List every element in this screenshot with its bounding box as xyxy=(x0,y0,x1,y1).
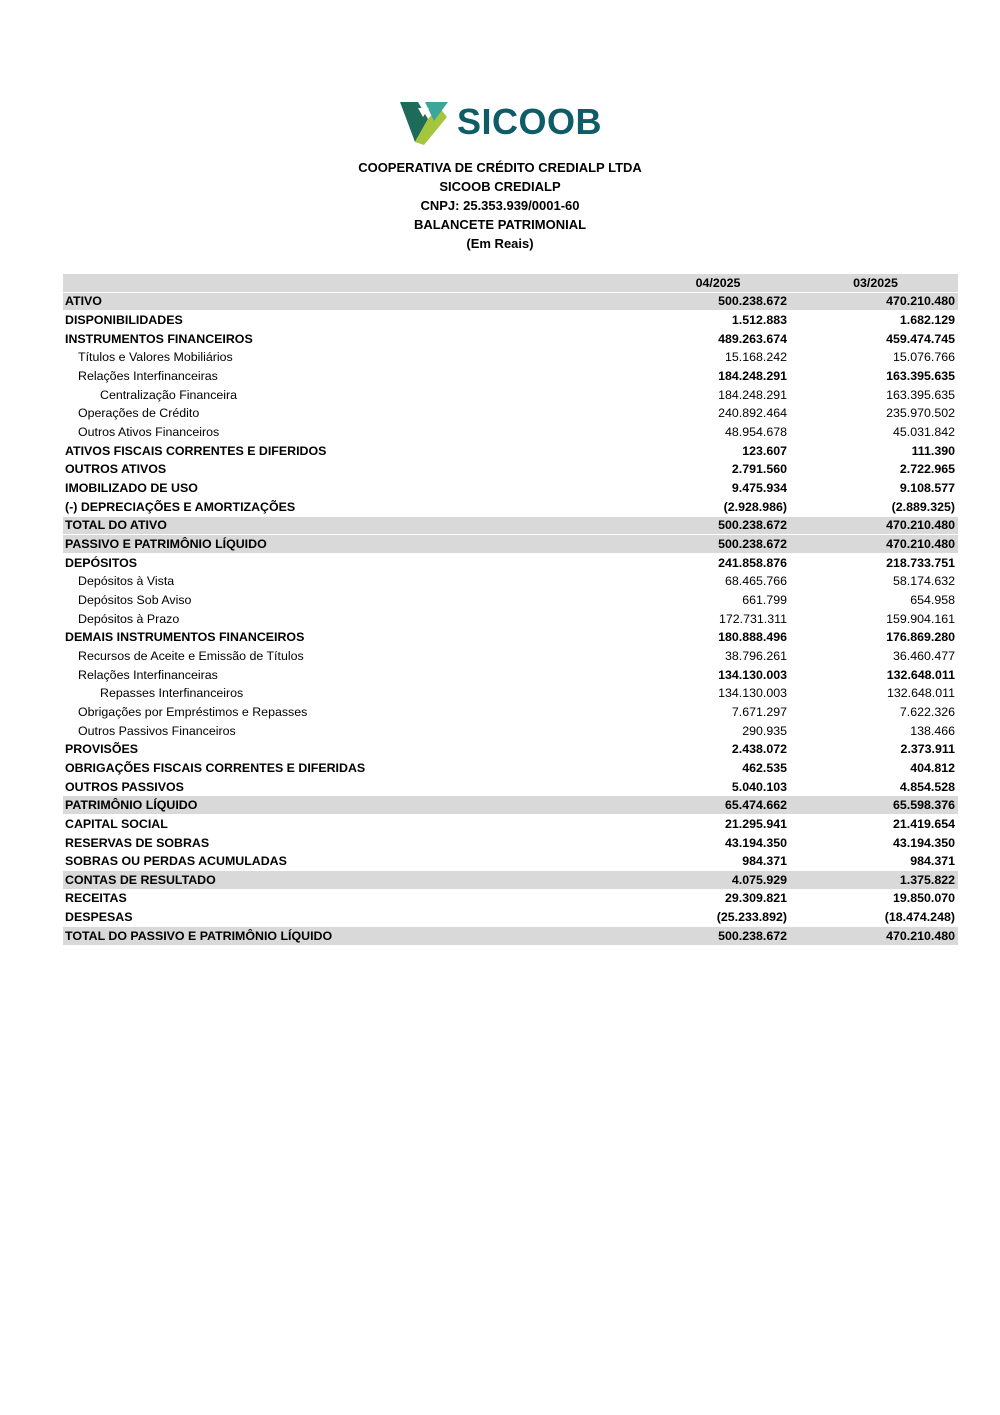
value-04-2025: 290.935 xyxy=(742,723,787,738)
value-03-2025: 132.648.011 xyxy=(887,686,955,701)
value-04-2025: 240.892.464 xyxy=(718,406,787,421)
value-03-2025: 470.210.480 xyxy=(886,537,955,552)
row-label: Repasses Interfinanceiros xyxy=(100,686,244,701)
value-03-2025: 65.598.376 xyxy=(892,798,955,813)
value-04-2025: 2.791.560 xyxy=(731,462,787,477)
value-04-2025: 65.474.662 xyxy=(724,798,787,813)
value-04-2025: 500.238.672 xyxy=(718,294,787,309)
table-row xyxy=(63,349,958,368)
table-row xyxy=(63,871,958,890)
value-03-2025: 111.390 xyxy=(911,443,955,458)
row-label: DISPONIBILIDADES xyxy=(65,313,183,328)
value-04-2025: 661.799 xyxy=(742,592,787,607)
row-label: Depósitos Sob Aviso xyxy=(78,592,192,607)
row-label: PATRIMÔNIO LÍQUIDO xyxy=(65,798,198,813)
table-row xyxy=(63,442,958,461)
value-03-2025: 132.648.011 xyxy=(886,667,955,682)
document-header xyxy=(0,0,1000,253)
value-03-2025: (2.889.325) xyxy=(891,499,955,514)
value-04-2025: 500.238.672 xyxy=(718,928,787,943)
value-03-2025: 159.904.161 xyxy=(886,611,955,626)
value-03-2025: 2.722.965 xyxy=(899,462,955,477)
value-04-2025: 184.248.291 xyxy=(718,387,787,402)
row-label: PROVISÕES xyxy=(65,742,138,757)
value-03-2025: 45.031.842 xyxy=(892,425,955,440)
value-03-2025: 7.622.326 xyxy=(899,704,955,719)
table-row xyxy=(63,778,958,797)
row-label: Relações Interfinanceiras xyxy=(78,667,218,682)
row-label: Recursos de Aceite e Emissão de Títulos xyxy=(78,648,304,663)
row-label: Outros Passivos Financeiros xyxy=(78,723,236,738)
currency-note: (Em Reais) xyxy=(466,236,534,251)
table-row xyxy=(63,927,958,946)
cnpj: CNPJ: 25.353.939/0001-60 xyxy=(420,198,580,213)
row-label: DESPESAS xyxy=(65,910,133,925)
table-row xyxy=(63,628,958,647)
value-04-2025: 134.130.003 xyxy=(718,686,787,701)
value-04-2025: 500.238.672 xyxy=(718,518,787,533)
row-label: Depósitos à Prazo xyxy=(78,611,180,626)
table-row xyxy=(63,573,958,592)
value-03-2025: 1.682.129 xyxy=(899,313,955,328)
table-row xyxy=(63,517,958,536)
row-label: OUTROS ATIVOS xyxy=(65,462,167,477)
value-03-2025: 218.733.751 xyxy=(886,555,955,570)
value-04-2025: 2.438.072 xyxy=(731,742,787,757)
value-04-2025: 5.040.103 xyxy=(731,779,787,794)
table-row xyxy=(63,852,958,871)
value-04-2025: 172.731.311 xyxy=(719,611,787,626)
row-label: (-) DEPRECIAÇÕES E AMORTIZAÇÕES xyxy=(65,499,296,514)
value-03-2025: 163.395.635 xyxy=(886,369,955,384)
table-row xyxy=(63,591,958,610)
value-04-2025: 21.295.941 xyxy=(724,816,787,831)
table-row xyxy=(63,647,958,666)
row-label: RECEITAS xyxy=(65,891,127,906)
row-label: Depósitos à Vista xyxy=(78,574,175,589)
table-row xyxy=(63,479,958,498)
table-row xyxy=(63,815,958,834)
value-03-2025: 176.869.280 xyxy=(886,630,955,645)
sicoob-logo xyxy=(0,98,1000,146)
value-03-2025: 58.174.632 xyxy=(892,574,955,589)
table-rows xyxy=(63,293,958,946)
row-label: CONTAS DE RESULTADO xyxy=(65,872,216,887)
table-row xyxy=(63,684,958,703)
value-04-2025: 984.371 xyxy=(742,854,787,869)
table-row xyxy=(63,722,958,741)
balance-table xyxy=(63,274,958,946)
table-row xyxy=(63,740,958,759)
row-label: RESERVAS DE SOBRAS xyxy=(65,835,210,850)
value-03-2025: 235.970.502 xyxy=(886,406,955,421)
row-label: ATIVOS FISCAIS CORRENTES E DIFERIDOS xyxy=(65,443,327,458)
value-03-2025: 15.076.766 xyxy=(892,350,955,365)
table-row xyxy=(63,610,958,629)
value-03-2025: 654.958 xyxy=(910,592,955,607)
row-label: Outros Ativos Financeiros xyxy=(78,425,220,440)
table-row xyxy=(63,535,958,554)
row-label: OBRIGAÇÕES FISCAIS CORRENTES E DIFERIDAS xyxy=(65,760,366,775)
value-04-2025: 489.263.674 xyxy=(718,331,787,346)
value-03-2025: 43.194.350 xyxy=(892,835,955,850)
value-03-2025: 2.373.911 xyxy=(900,742,955,757)
row-label: SOBRAS OU PERDAS ACUMULADAS xyxy=(65,854,287,869)
value-04-2025: 29.309.821 xyxy=(724,891,787,906)
row-label: DEMAIS INSTRUMENTOS FINANCEIROS xyxy=(65,630,305,645)
table-row xyxy=(63,759,958,778)
brand-wordmark: SICOOB xyxy=(456,101,602,142)
value-03-2025: 404.812 xyxy=(910,760,955,775)
table-row xyxy=(63,890,958,909)
table-row xyxy=(63,330,958,349)
value-04-2025: 184.248.291 xyxy=(718,369,787,384)
row-label: ATIVO xyxy=(65,294,102,309)
row-label: Centralização Financeira xyxy=(100,387,238,402)
table-row xyxy=(63,908,958,927)
sicoob-v-icon xyxy=(398,99,450,145)
value-04-2025: 38.796.261 xyxy=(724,648,787,663)
value-03-2025: 9.108.577 xyxy=(899,481,955,496)
trade-name: SICOOB CREDIALP xyxy=(439,179,561,194)
table-row xyxy=(63,311,958,330)
row-label: INSTRUMENTOS FINANCEIROS xyxy=(65,331,253,346)
value-04-2025: 9.475.934 xyxy=(731,481,787,496)
value-04-2025: 15.168.242 xyxy=(724,350,787,365)
value-04-2025: 43.194.350 xyxy=(724,835,787,850)
value-03-2025: 21.419.654 xyxy=(892,816,955,831)
row-label: Títulos e Valores Mobiliários xyxy=(78,350,233,365)
value-03-2025: 470.210.480 xyxy=(886,294,955,309)
value-03-2025: 163.395.635 xyxy=(886,387,955,402)
table-row xyxy=(63,666,958,685)
row-label: DEPÓSITOS xyxy=(65,555,138,570)
value-04-2025: 7.671.297 xyxy=(731,704,787,719)
table-row xyxy=(63,498,958,517)
value-03-2025: 459.474.745 xyxy=(886,331,955,346)
table-row xyxy=(63,293,958,312)
value-03-2025: 138.466 xyxy=(910,723,955,738)
value-04-2025: 1.512.883 xyxy=(731,313,787,328)
report-title: BALANCETE PATRIMONIAL xyxy=(413,217,587,232)
row-label: Operações de Crédito xyxy=(78,406,200,421)
value-04-2025: 180.888.496 xyxy=(718,630,787,645)
value-03-2025: 1.375.822 xyxy=(899,872,955,887)
value-04-2025: 241.858.876 xyxy=(718,555,787,570)
row-label: Relações Interfinanceiras xyxy=(78,369,218,384)
table-row xyxy=(63,834,958,853)
row-label: OUTROS PASSIVOS xyxy=(65,779,184,794)
value-03-2025: 36.460.477 xyxy=(892,648,955,663)
row-label: TOTAL DO ATIVO xyxy=(65,518,167,533)
value-03-2025: (18.474.248) xyxy=(884,910,955,925)
value-04-2025: (25.233.892) xyxy=(716,910,787,925)
value-04-2025: 462.535 xyxy=(742,760,787,775)
table-row xyxy=(63,554,958,573)
table-header-row xyxy=(63,274,958,293)
value-03-2025: 4.854.528 xyxy=(899,779,955,794)
column-header-03-2025: 03/2025 xyxy=(853,275,898,290)
column-header-04-2025: 04/2025 xyxy=(695,275,741,290)
row-label: PASSIVO E PATRIMÔNIO LÍQUIDO xyxy=(65,537,267,552)
table-row xyxy=(63,386,958,405)
row-label: IMOBILIZADO DE USO xyxy=(65,481,198,496)
company-name: COOPERATIVA DE CRÉDITO CREDIALP LTDA xyxy=(358,160,642,175)
value-04-2025: 4.075.929 xyxy=(731,872,787,887)
value-03-2025: 470.210.480 xyxy=(886,518,955,533)
value-04-2025: 48.954.678 xyxy=(724,425,787,440)
value-03-2025: 19.850.070 xyxy=(892,891,955,906)
table-row xyxy=(63,405,958,424)
value-04-2025: 68.465.766 xyxy=(724,574,787,589)
table-row xyxy=(63,461,958,480)
value-03-2025: 984.371 xyxy=(910,854,955,869)
value-04-2025: 123.607 xyxy=(742,443,787,458)
table-row xyxy=(63,703,958,722)
value-04-2025: (2.928.986) xyxy=(723,499,787,514)
value-04-2025: 134.130.003 xyxy=(718,667,787,682)
row-label: CAPITAL SOCIAL xyxy=(65,816,168,831)
table-row xyxy=(63,796,958,815)
table-row xyxy=(63,423,958,442)
value-03-2025: 470.210.480 xyxy=(886,928,955,943)
row-label: Obrigações por Empréstimos e Repasses xyxy=(78,704,308,719)
value-04-2025: 500.238.672 xyxy=(718,537,787,552)
table-row xyxy=(63,367,958,386)
row-label: TOTAL DO PASSIVO E PATRIMÔNIO LÍQUIDO xyxy=(65,928,333,943)
